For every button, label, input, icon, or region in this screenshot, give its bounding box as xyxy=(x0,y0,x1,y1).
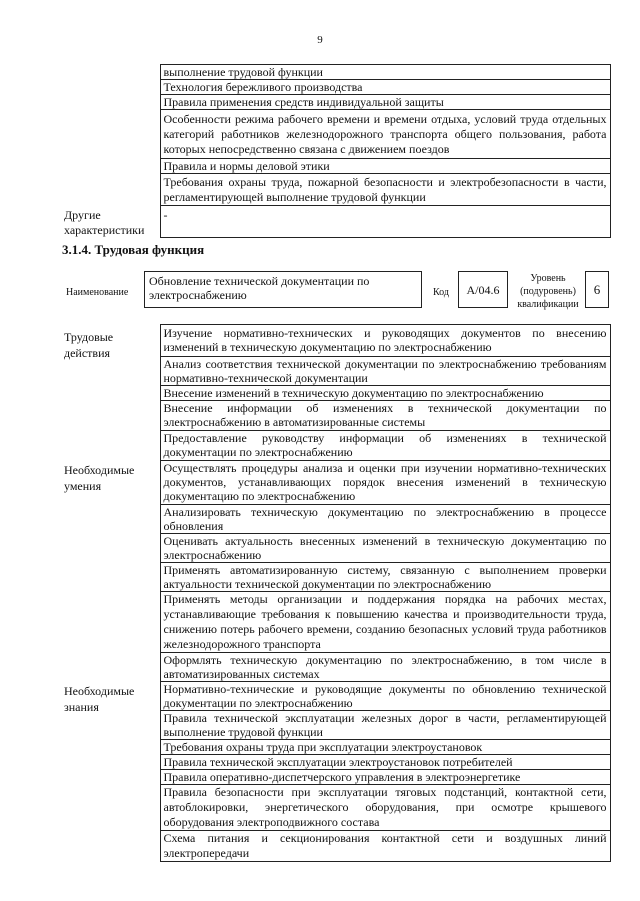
action-item: Анализ соответствия технической документации по электроснабжению требованиям нормативно-технической документации xyxy=(160,357,610,386)
table-row xyxy=(62,325,610,357)
knowledge-item: Требования охраны труда при эксплуатации электроустановок xyxy=(160,740,610,755)
group-label-skills: Необходимые умения xyxy=(62,461,160,682)
other-characteristics-value: - xyxy=(160,206,610,238)
knowledge-item: Нормативно-технические и руководящие документы по обновлению технической документации по электроснабжению xyxy=(160,682,610,711)
skill-item: Оценивать актуальность внесенных изменений в техническую документацию по электроснабжению xyxy=(160,534,610,563)
skill-item: Применять автоматизированную систему, связанную с выполнением проверки актуальности технической документации по электроснабжению xyxy=(160,563,610,592)
name-label: Наименование xyxy=(66,287,129,298)
skill-item: Осуществлять процедуры анализа и оценки при изучении нормативно-технических документов, устанавливающих порядок внесения изменений в техническую документацию по электроснабжению xyxy=(160,461,610,505)
table-row xyxy=(62,206,610,238)
action-item: Внесение изменений в техническую документацию по электроснабжению xyxy=(160,386,610,401)
continuation-item: Правила применения средств индивидуальной защиты xyxy=(160,95,610,110)
knowledge-item: Правила безопасности при эксплуатации тяговых подстанций, контактной сети, автоблокировки, энергетического оборудования, при осмотре крышевого оборудования электроподвижного состава xyxy=(160,785,610,831)
skill-item: Оформлять техническую документацию по электроснабжению, в том числе в автоматизированных системах xyxy=(160,653,610,682)
skill-item: Применять методы организации и поддержания порядка на рабочих местах, устанавливающие требования к повышению качества и производительности труда, снижению потерь рабочего времени, созданию безопасных условий труда работников железнодорожного транспорта xyxy=(160,592,610,653)
page-number: 9 xyxy=(317,34,323,46)
level-label: Уровень (подуровень) квалификации xyxy=(517,273,579,310)
code-label: Код xyxy=(433,287,449,298)
function-name-box: Обновление технической документации по электроснабжению xyxy=(144,271,422,308)
section-title: 3.1.4. Трудовая функция xyxy=(62,242,205,257)
code-value-box: A/04.6 xyxy=(458,271,508,308)
table-row xyxy=(62,682,610,711)
group-label-actions: Трудовые действия xyxy=(62,325,160,461)
continuation-table xyxy=(62,64,611,238)
continuation-item: Требования охраны труда, пожарной безопасности и электробезопасности в части, регламентирующей выполнение трудовой функции xyxy=(160,174,610,206)
action-item: Внесение информации об изменениях в технической документации по электроснабжению в автоматизированные системы xyxy=(160,401,610,431)
level-value-box: 6 xyxy=(585,271,609,308)
knowledge-item: Схема питания и секционирования контактной сети и воздушных линий электропередачи xyxy=(160,831,610,862)
continuation-item: выполнение трудовой функции xyxy=(160,65,610,80)
continuation-item: Технология бережливого производства xyxy=(160,80,610,95)
action-item: Изучение нормативно-технических и руководящих документов по внесению изменений в техническую документацию по электроснабжению xyxy=(160,325,610,357)
knowledge-item: Правила технической эксплуатации железных дорог в части, регламентирующей выполнение трудовой функции xyxy=(160,711,610,740)
table-row xyxy=(62,65,610,80)
continuation-item: Особенности режима рабочего времени и времени отдыха, условий труда отдельных категорий работников железнодорожного транспорта общего пользования, работа которых непосредственно связана с движением поездов xyxy=(160,110,610,159)
continuation-item: Правила и нормы деловой этики xyxy=(160,159,610,174)
group-label-knowledge: Необходимые знания xyxy=(62,682,160,862)
table-row xyxy=(62,461,610,505)
action-item: Предоставление руководству информации об изменениях в технической документации по электроснабжению xyxy=(160,431,610,461)
continuation-label-cell xyxy=(62,65,160,206)
knowledge-item: Правила технической эксплуатации электроустановок потребителей xyxy=(160,755,610,770)
other-characteristics-label: Другие характеристики xyxy=(62,206,160,238)
function-details-table xyxy=(62,324,611,862)
skill-item: Анализировать техническую документацию по электроснабжению в процессе обновления xyxy=(160,505,610,534)
knowledge-item: Правила оперативно-диспетчерского управления в электроэнергетике xyxy=(160,770,610,785)
